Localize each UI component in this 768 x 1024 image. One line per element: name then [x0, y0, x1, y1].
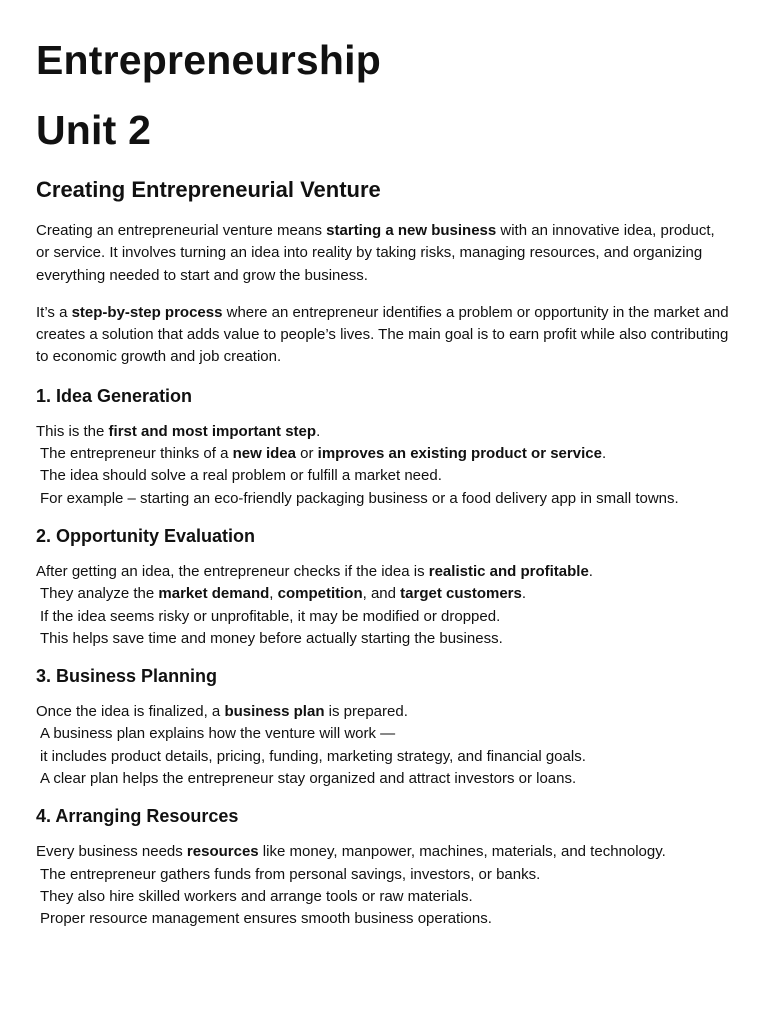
subheading: 1. Idea Generation — [36, 385, 193, 406]
section-arranging-resources — [36, 804, 732, 930]
body-line: Proper resource management ensures smooth business operations. — [40, 910, 492, 928]
intro-paragraph-2: It’s a step-by-step process where an entrepreneur identifies a problem or opportunity in the market and creates a solution that adds value to people’s lives. The main goal is to earn profit while also contributing to economic growth and job creation. — [36, 303, 729, 366]
section-heading: Creating Entrepreneurial Venture — [36, 177, 381, 202]
body-line: This helps save time and money before actually starting the business. — [40, 629, 503, 647]
section-idea-generation — [36, 384, 732, 510]
body-line: Once the idea is finalized, a business plan is prepared. — [36, 703, 408, 721]
body-line: If the idea seems risky or unprofitable, it may be modified or dropped. — [40, 607, 501, 625]
section-body — [36, 841, 732, 930]
document-title: Entrepreneurship — [36, 37, 381, 83]
subheading: 2. Opportunity Evaluation — [36, 525, 256, 546]
body-line: A clear plan helps the entrepreneur stay organized and attract investors or loans. — [40, 770, 577, 788]
unit-title: Unit 2 — [36, 107, 152, 153]
body-line: They analyze the market demand, competition, and target customers. — [40, 585, 527, 603]
intro-paragraph-1: Creating an entrepreneurial venture means starting a new business with an innovative idea, product, or service. It involves turning an idea into reality by taking risks, managing resources, and organizing everything needed to start and grow the business. — [36, 222, 715, 284]
section-body — [36, 561, 732, 650]
subheading: 4. Arranging Resources — [36, 806, 239, 827]
section-business-planning — [36, 664, 732, 790]
body-line: For example – starting an eco-friendly packaging business or a food delivery app in small towns. — [40, 489, 679, 507]
section-body — [36, 421, 732, 510]
body-line: A business plan explains how the venture will work — — [40, 725, 396, 743]
section-opportunity-evaluation — [36, 524, 732, 650]
body-line: This is the first and most important step. — [36, 422, 321, 440]
body-line: The entrepreneur thinks of a new idea or improves an existing product or service. — [40, 445, 607, 463]
body-line: The idea should solve a real problem or fulfill a market need. — [40, 467, 442, 485]
body-line: it includes product details, pricing, funding, marketing strategy, and financial goals. — [40, 747, 586, 765]
body-line: The entrepreneur gathers funds from personal savings, investors, or banks. — [40, 865, 541, 883]
subheading: 3. Business Planning — [36, 666, 218, 687]
body-line: They also hire skilled workers and arrange tools or raw materials. — [40, 887, 473, 905]
body-line: Every business needs resources like money, manpower, machines, materials, and technology. — [36, 843, 666, 861]
body-line: After getting an idea, the entrepreneur checks if the idea is realistic and profitable. — [36, 562, 593, 580]
section-body — [36, 701, 732, 790]
